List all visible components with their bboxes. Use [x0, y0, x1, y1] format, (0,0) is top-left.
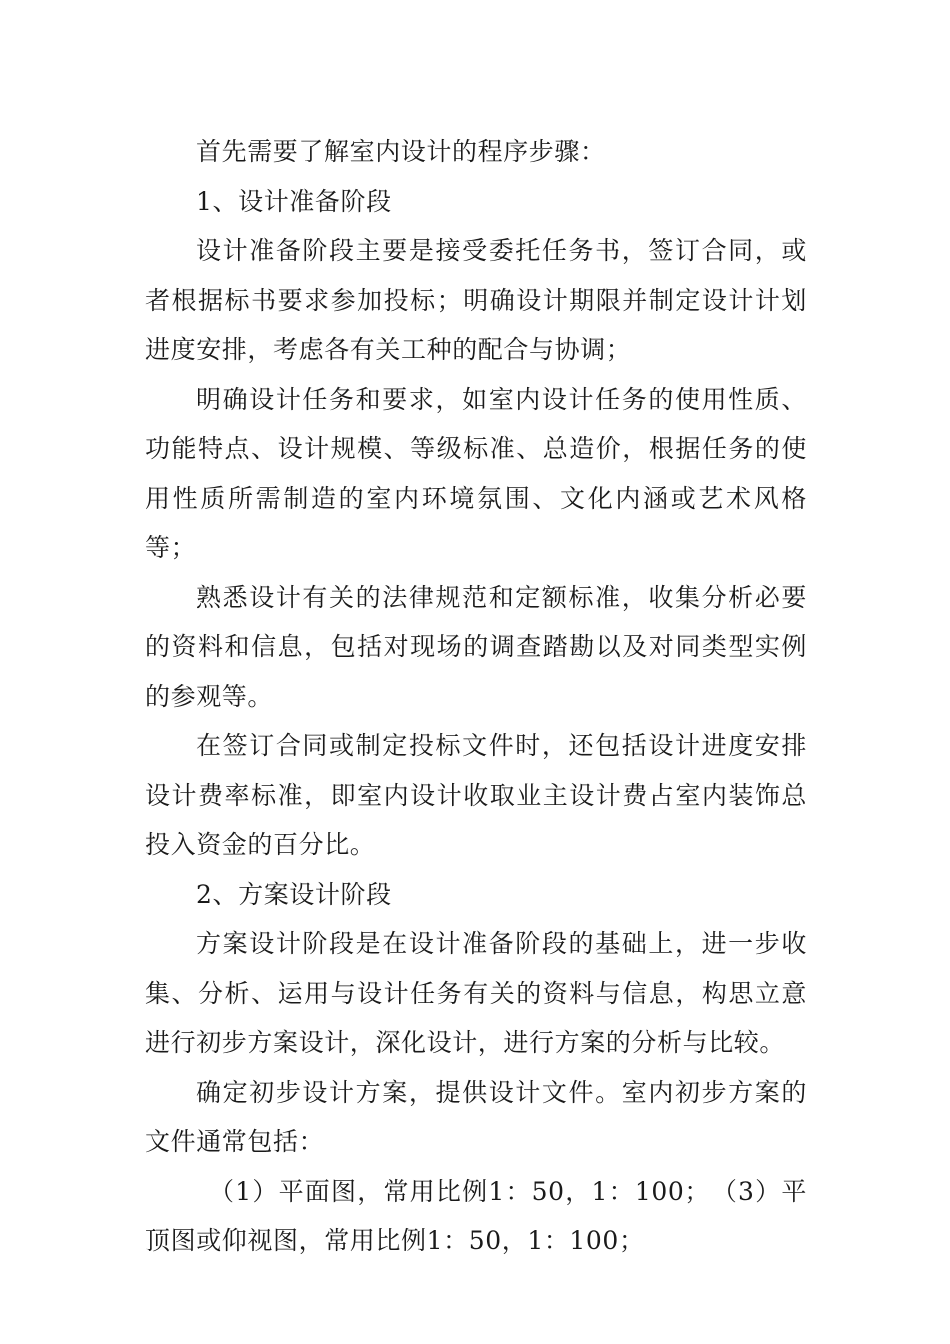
section-heading-design-preparation: 1、设计准备阶段 [196, 186, 392, 216]
drawing-list-item: （1）平面图，常用比例1：50，1：100； （3）平顶图或仰视图，常用比例1：50，1：100； [145, 1176, 807, 1255]
body-paragraph: 在签订合同或制定投标文件时，还包括设计进度安排设计费率标准，即室内设计收取业主设计费占室内装饰总投入资金的百分比。 [145, 731, 807, 859]
intro-paragraph: 首先需要了解室内设计的程序步骤： [196, 137, 606, 166]
document-body [145, 127, 807, 1266]
section-heading-scheme-design: 2、方案设计阶段 [196, 879, 392, 909]
body-paragraph: 明确设计任务和要求，如室内设计任务的使用性质、功能特点、设计规模、等级标准、总造价，根据任务的使用性质所需制造的室内环境氛围、文化内涵或艺术风格等； [145, 384, 807, 562]
body-paragraph: 确定初步设计方案，提供设计文件。室内初步方案的文件通常包括： [145, 1077, 807, 1156]
body-paragraph: 熟悉设计有关的法律规范和定额标准，收集分析必要的资料和信息，包括对现场的调查踏勘以及对同类型实例的参观等。 [145, 582, 807, 711]
body-paragraph: 设计准备阶段主要是接受委托任务书，签订合同，或者根据标书要求参加投标；明确设计期限并制定设计计划进度安排，考虑各有关工种的配合与协调； [145, 236, 807, 364]
body-paragraph: 方案设计阶段是在设计准备阶段的基础上，进一步收集、分析、运用与设计任务有关的资料与信息，构思立意进行初步方案设计，深化设计，进行方案的分析与比较。 [145, 929, 807, 1057]
